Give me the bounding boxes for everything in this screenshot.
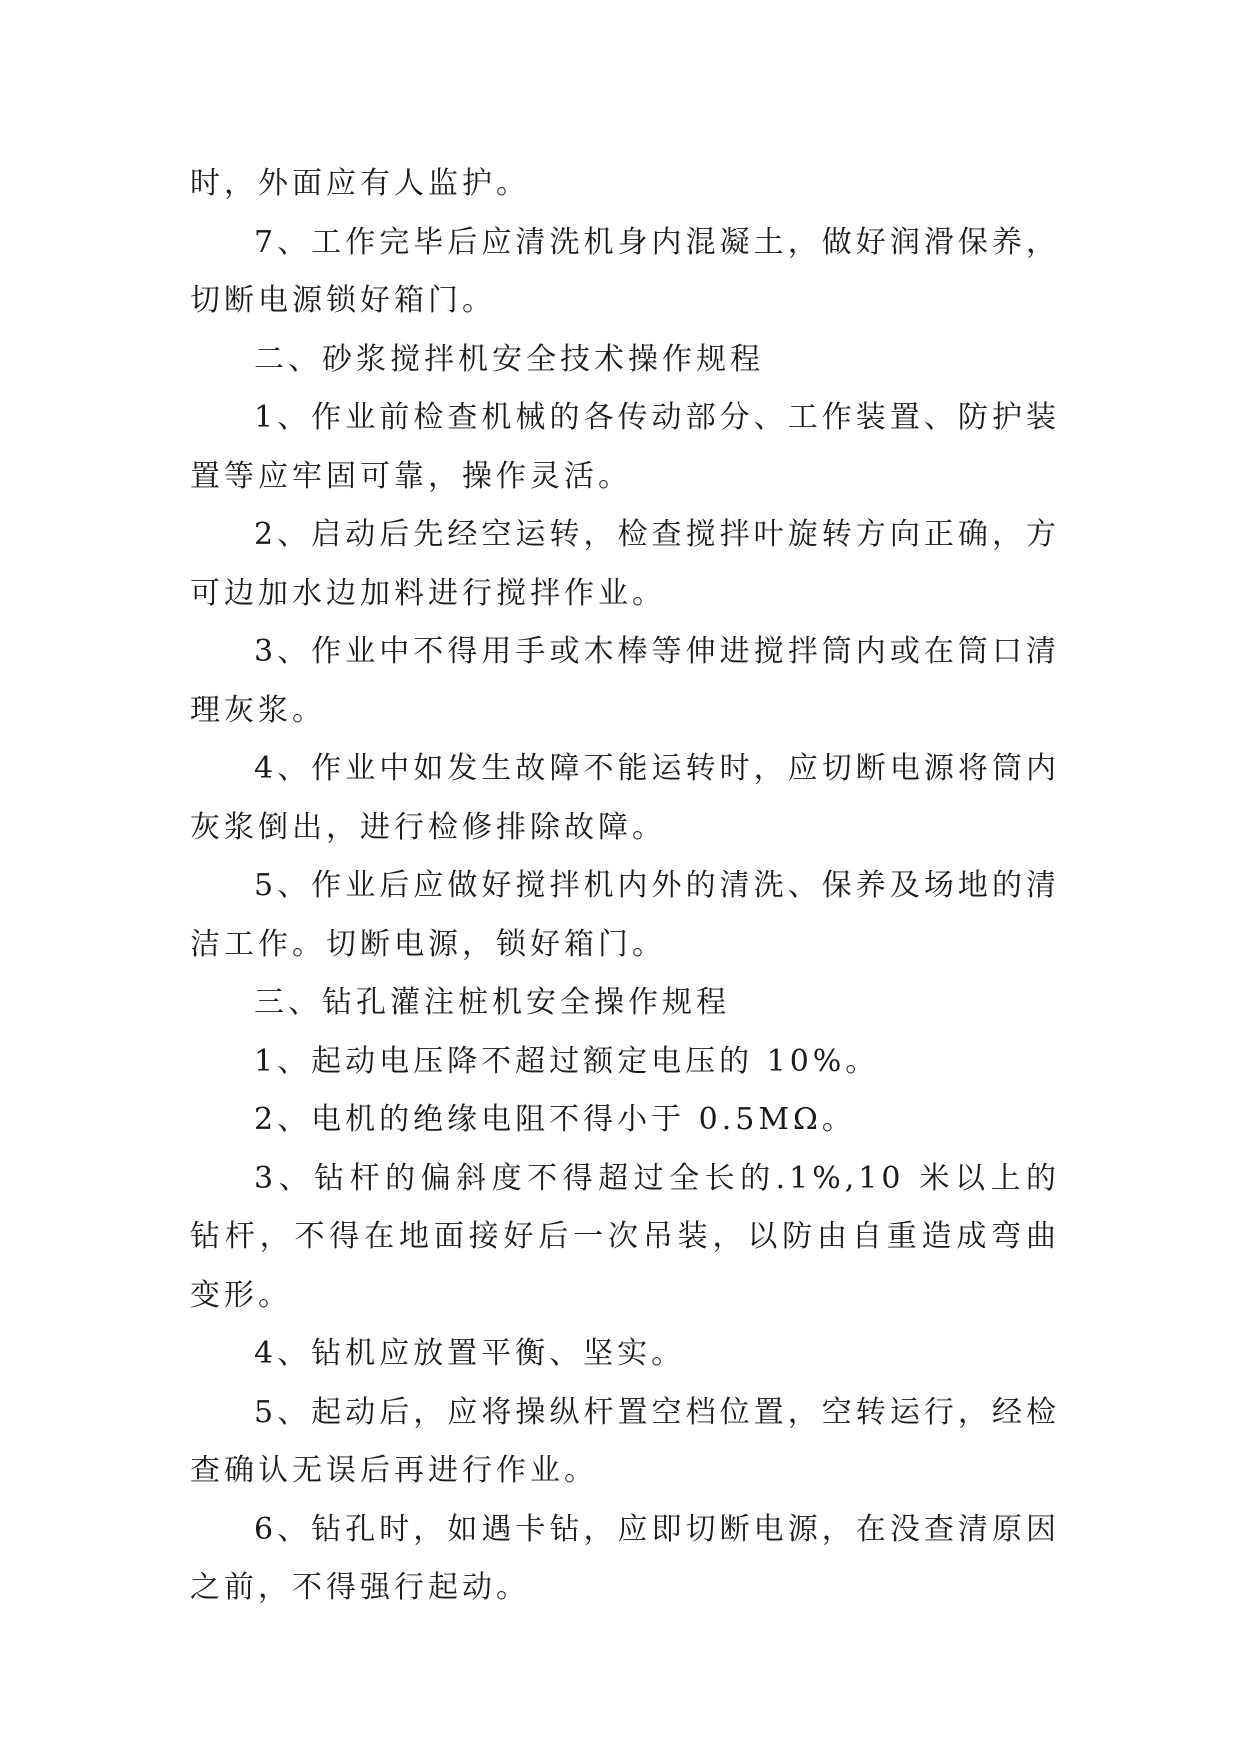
paragraph-pile-item-4: 4、钻机应放置平衡、坚实。: [254, 1336, 686, 1371]
paragraph-mortar-item-3: 3、作业中不得用手或木棒等伸进搅拌筒内或在筒口清理灰浆。: [190, 634, 1060, 728]
section-heading-mortar-mixer: 二、砂浆搅拌机安全技术操作规程: [254, 341, 764, 377]
paragraph-mortar-item-2: 2、启动后先经空运转，检查搅拌叶旋转方向正确，方可边加水边加料进行搅拌作业。: [190, 517, 1060, 611]
document-body: [190, 155, 1060, 1618]
paragraph-mortar-item-5: 5、作业后应做好搅拌机内外的清洗、保养及场地的清洁工作。切断电源，锁好箱门。: [190, 868, 1060, 962]
paragraph-pile-item-6: 6、钻孔时，如遇卡钻，应即切断电源，在没查清原因之前，不得强行起动。: [190, 1511, 1060, 1605]
paragraph-item-7: 7、工作完毕后应清洗机身内混凝土，做好润滑保养，切断电源锁好箱门。: [190, 224, 1060, 318]
paragraph-pile-item-3: 3、钻杆的偏斜度不得超过全长的.1%,10 米以上的钻杆，不得在地面接好后一次吊装，以防由自重造成弯曲变形。: [190, 1160, 1060, 1313]
paragraph-pile-item-5: 5、起动后，应将操纵杆置空档位置，空转运行，经检查确认无误后再进行作业。: [190, 1394, 1060, 1488]
section-heading-pile-driver: 三、钻孔灌注桩机安全操作规程: [254, 985, 730, 1020]
paragraph-continuation: 时，外面应有人监护。: [190, 166, 530, 201]
paragraph-pile-item-1: 1、起动电压降不超过额定电压的 10%。: [254, 1043, 880, 1079]
paragraph-mortar-item-4: 4、作业中如发生故障不能运转时，应切断电源将筒内灰浆倒出，进行检修排除故障。: [190, 751, 1060, 845]
paragraph-mortar-item-1: 1、作业前检查机械的各传动部分、工作装置、防护装置等应牢固可靠，操作灵活。: [190, 400, 1060, 494]
paragraph-pile-item-2: 2、电机的绝缘电阻不得小于 0.5MΩ。: [254, 1102, 856, 1137]
